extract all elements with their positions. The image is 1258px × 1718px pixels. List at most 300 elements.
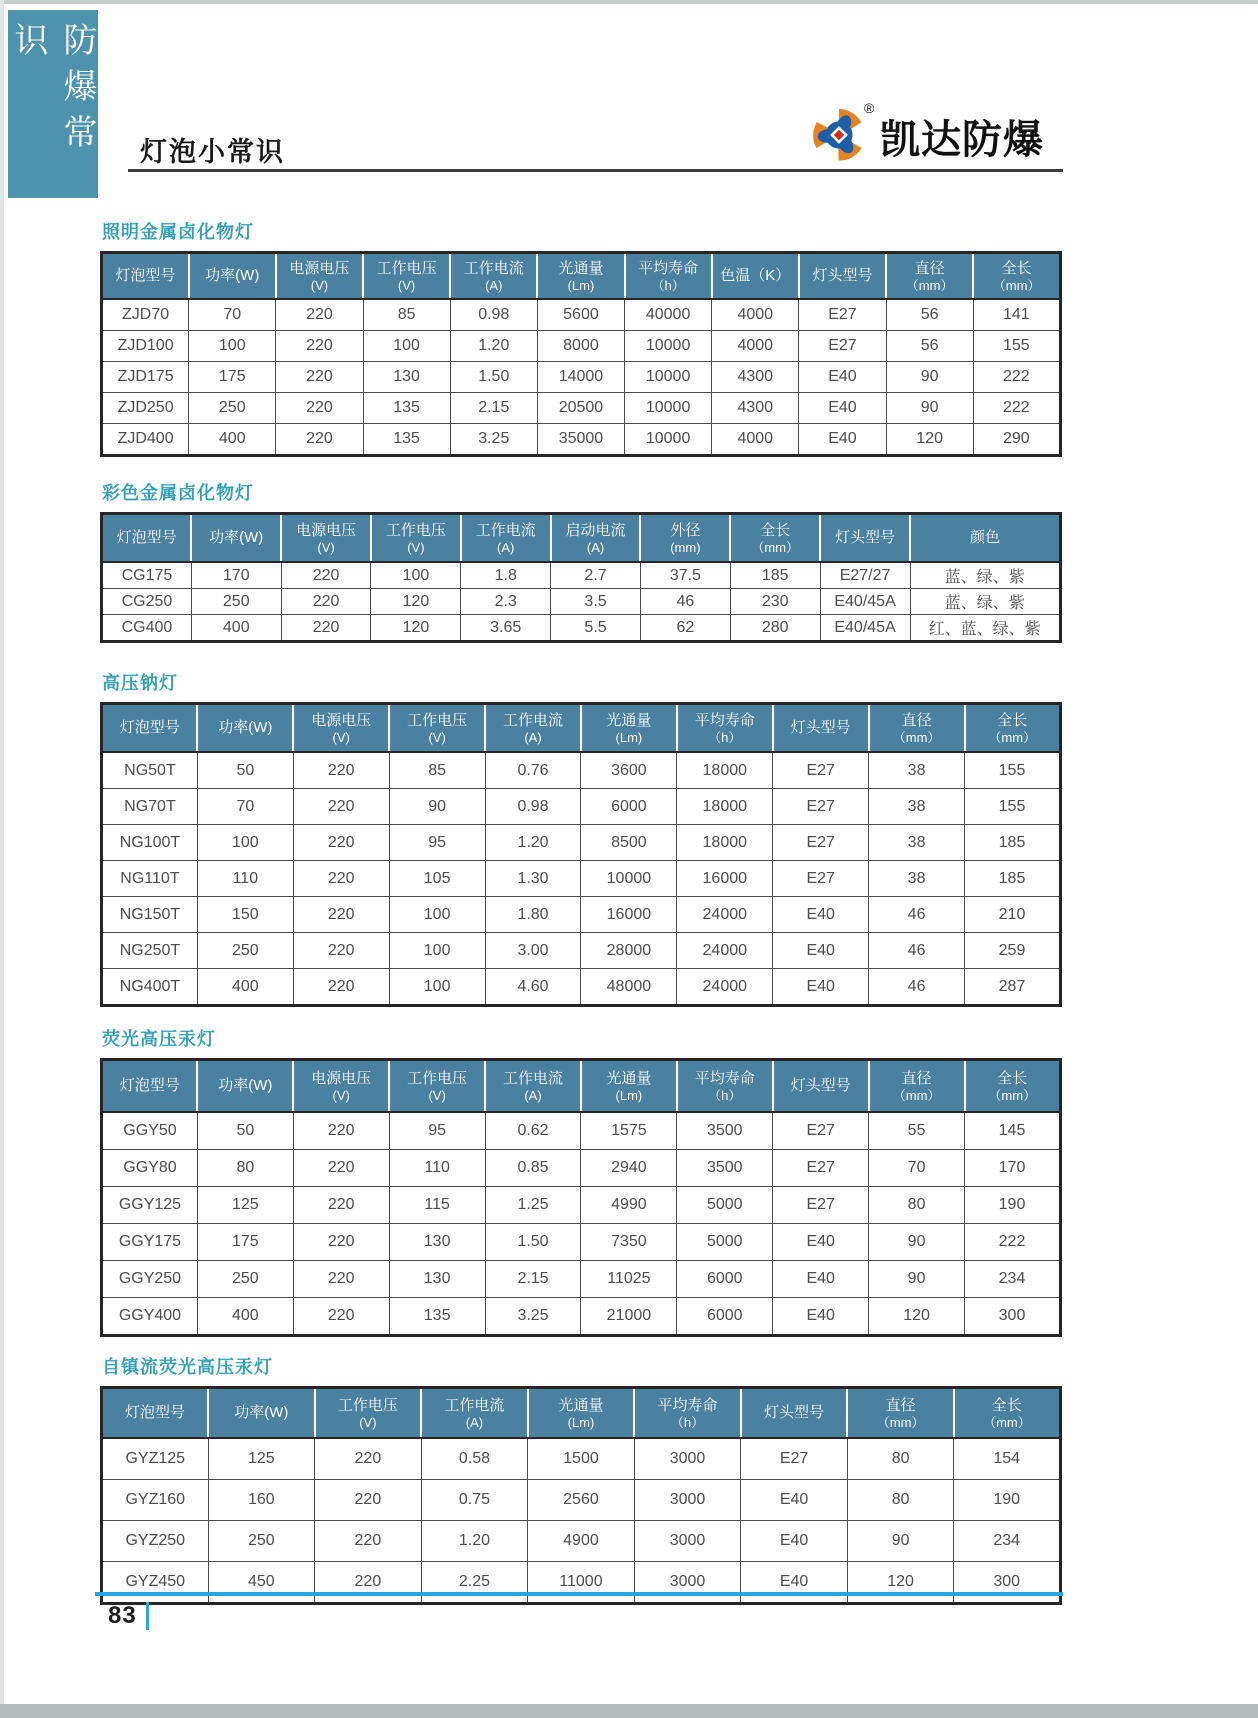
column-header bbox=[461, 514, 551, 563]
section-title-colored-metal-halide: 彩色金属卤化物灯 bbox=[102, 483, 254, 503]
value-cell: 1.20 bbox=[450, 331, 537, 362]
value-cell: 250 bbox=[197, 1261, 293, 1298]
value-cell: 120 bbox=[371, 615, 461, 642]
value-cell: E27 bbox=[773, 1112, 869, 1150]
value-cell: 24000 bbox=[677, 969, 773, 1006]
table-fluorescent-mercury bbox=[100, 1058, 1062, 1337]
value-cell: 3000 bbox=[634, 1562, 741, 1604]
value-cell: 5600 bbox=[537, 299, 624, 331]
value-cell: 38 bbox=[869, 861, 965, 897]
value-cell: 7350 bbox=[581, 1224, 677, 1261]
column-header bbox=[102, 1388, 209, 1439]
footer-rule bbox=[95, 1592, 1063, 1596]
column-header-line2: （h） bbox=[651, 277, 685, 293]
value-cell: 220 bbox=[293, 789, 389, 825]
value-cell: 1.20 bbox=[485, 825, 581, 861]
column-header bbox=[528, 1388, 635, 1439]
value-cell: 85 bbox=[389, 752, 485, 789]
value-cell: 259 bbox=[965, 933, 1061, 969]
value-cell: E40 bbox=[773, 1298, 869, 1336]
column-header-line2: (V) bbox=[407, 539, 425, 555]
column-header-line1: 全长 bbox=[760, 521, 791, 539]
column-header bbox=[102, 1060, 198, 1113]
value-cell: E40 bbox=[799, 362, 886, 393]
page-edge-left bbox=[0, 0, 4, 1718]
column-header bbox=[886, 253, 973, 300]
column-header bbox=[371, 514, 461, 563]
value-cell: 250 bbox=[191, 589, 281, 615]
column-header bbox=[677, 704, 773, 753]
value-cell: 3500 bbox=[677, 1112, 773, 1150]
column-header-line1: 工作电压 bbox=[407, 1069, 468, 1087]
model-cell: GGY250 bbox=[102, 1261, 198, 1298]
page-number: 83 bbox=[108, 1602, 137, 1629]
column-header-line1: 平均寿命 bbox=[657, 1396, 718, 1414]
value-cell: 48000 bbox=[581, 969, 677, 1006]
column-header-line2: （mm） bbox=[905, 277, 954, 293]
value-cell: E40 bbox=[773, 933, 869, 969]
value-cell: E40 bbox=[799, 393, 886, 424]
value-cell: 130 bbox=[389, 1261, 485, 1298]
value-cell: 80 bbox=[197, 1150, 293, 1187]
value-cell: 18000 bbox=[677, 789, 773, 825]
table-row bbox=[102, 1438, 1061, 1480]
column-header bbox=[640, 514, 730, 563]
value-cell: 1.30 bbox=[485, 861, 581, 897]
value-cell: 190 bbox=[965, 1187, 1061, 1224]
column-header bbox=[712, 253, 799, 300]
value-cell: 120 bbox=[869, 1298, 965, 1336]
value-cell: 220 bbox=[281, 562, 371, 589]
column-header bbox=[293, 1060, 389, 1113]
value-cell: 220 bbox=[276, 393, 363, 424]
table-row bbox=[102, 969, 1061, 1006]
column-header bbox=[189, 253, 276, 300]
header-row bbox=[102, 514, 1061, 563]
value-cell: 220 bbox=[293, 752, 389, 789]
model-cell: CG175 bbox=[102, 562, 192, 589]
header-divider bbox=[128, 169, 1063, 172]
column-header-line1: 功率(W) bbox=[218, 719, 273, 736]
value-cell: 155 bbox=[973, 331, 1060, 362]
table-row bbox=[102, 393, 1061, 424]
value-cell: 3.25 bbox=[450, 424, 537, 456]
value-cell: 185 bbox=[965, 825, 1061, 861]
table-row bbox=[102, 789, 1061, 825]
value-cell: 90 bbox=[886, 393, 973, 424]
column-header bbox=[730, 514, 820, 563]
value-cell: 4000 bbox=[712, 331, 799, 362]
table-row bbox=[102, 424, 1061, 456]
column-header-line1: 颜色 bbox=[969, 529, 1000, 546]
table-row bbox=[102, 825, 1061, 861]
value-cell: 135 bbox=[363, 424, 450, 456]
column-header bbox=[208, 1388, 315, 1439]
value-cell: 400 bbox=[189, 424, 276, 456]
column-header-line1: 工作电压 bbox=[376, 259, 437, 277]
value-cell: 105 bbox=[389, 861, 485, 897]
value-cell: 70 bbox=[197, 789, 293, 825]
table-row bbox=[102, 562, 1061, 589]
column-header-line2: (A) bbox=[465, 1414, 484, 1430]
table-colored-metal-halide bbox=[100, 512, 1062, 643]
column-header-line1: 直径 bbox=[885, 1396, 916, 1414]
column-header-line2: (V) bbox=[428, 1087, 446, 1103]
column-header-line1: 直径 bbox=[901, 711, 932, 729]
column-header-line2: (Lm) bbox=[567, 1414, 595, 1430]
table-row bbox=[102, 933, 1061, 969]
value-cell: 220 bbox=[293, 969, 389, 1006]
value-cell: 蓝、绿、紫 bbox=[910, 589, 1061, 615]
value-cell: 6000 bbox=[677, 1261, 773, 1298]
column-header-line1: 灯泡型号 bbox=[115, 267, 176, 284]
table-row bbox=[102, 1261, 1061, 1298]
value-cell: 6000 bbox=[677, 1298, 773, 1336]
value-cell: 185 bbox=[965, 861, 1061, 897]
column-header-line2: (A) bbox=[586, 539, 605, 555]
value-cell: 100 bbox=[389, 933, 485, 969]
value-cell: 220 bbox=[281, 615, 371, 642]
value-cell: 5000 bbox=[677, 1224, 773, 1261]
table-row bbox=[102, 362, 1061, 393]
value-cell: 1.50 bbox=[450, 362, 537, 393]
model-cell: GGY400 bbox=[102, 1298, 198, 1336]
column-header bbox=[625, 253, 712, 300]
column-header-line2: （mm） bbox=[988, 1087, 1037, 1103]
value-cell: 10000 bbox=[625, 393, 712, 424]
column-header bbox=[581, 1060, 677, 1113]
section-self-ballasted-fluorescent-mercury bbox=[100, 1353, 1062, 1605]
value-cell: 145 bbox=[965, 1112, 1061, 1150]
value-cell: 37.5 bbox=[640, 562, 730, 589]
value-cell: 100 bbox=[371, 562, 461, 589]
value-cell: 35000 bbox=[537, 424, 624, 456]
value-cell: 190 bbox=[954, 1480, 1061, 1521]
pinwheel-logo-icon bbox=[808, 104, 870, 166]
value-cell: 80 bbox=[847, 1438, 954, 1480]
value-cell: 28000 bbox=[581, 933, 677, 969]
model-cell: GYZ160 bbox=[102, 1480, 209, 1521]
value-cell: 3.5 bbox=[551, 589, 641, 615]
column-header-line2: (Lm) bbox=[567, 277, 595, 293]
column-header bbox=[102, 514, 192, 563]
value-cell: E27 bbox=[773, 1150, 869, 1187]
model-cell: ZJD70 bbox=[102, 299, 189, 331]
table-row bbox=[102, 1112, 1061, 1150]
column-header bbox=[450, 253, 537, 300]
value-cell: 0.58 bbox=[421, 1438, 528, 1480]
value-cell: 220 bbox=[293, 1187, 389, 1224]
value-cell: 400 bbox=[191, 615, 281, 642]
sidebar-vertical-label: 防爆常识 bbox=[9, 22, 96, 160]
column-header-line2: （h） bbox=[708, 1087, 742, 1103]
column-header-line1: 灯头型号 bbox=[812, 267, 873, 284]
value-cell: 3000 bbox=[634, 1521, 741, 1562]
header-row bbox=[102, 1060, 1061, 1113]
column-header-line1: 工作电流 bbox=[444, 1396, 505, 1414]
value-cell: 4.60 bbox=[485, 969, 581, 1006]
column-header-line1: 工作电流 bbox=[475, 521, 536, 539]
value-cell: 4900 bbox=[528, 1521, 635, 1562]
column-header-line1: 光通量 bbox=[606, 711, 652, 729]
column-header bbox=[741, 1388, 848, 1439]
model-cell: ZJD400 bbox=[102, 424, 189, 456]
value-cell: 175 bbox=[189, 362, 276, 393]
value-cell: 220 bbox=[276, 331, 363, 362]
model-cell: NG400T bbox=[102, 969, 198, 1006]
value-cell: 1500 bbox=[528, 1438, 635, 1480]
value-cell: E40 bbox=[741, 1521, 848, 1562]
column-header-line2: （mm） bbox=[988, 729, 1037, 745]
value-cell: 2940 bbox=[581, 1150, 677, 1187]
value-cell: 400 bbox=[197, 969, 293, 1006]
value-cell: 2.15 bbox=[450, 393, 537, 424]
value-cell: 0.75 bbox=[421, 1480, 528, 1521]
column-header-line1: 工作电流 bbox=[503, 1069, 564, 1087]
value-cell: 11025 bbox=[581, 1261, 677, 1298]
value-cell: 3.25 bbox=[485, 1298, 581, 1336]
table-row bbox=[102, 1562, 1061, 1604]
model-cell: GYZ450 bbox=[102, 1562, 209, 1604]
section-title-lighting-metal-halide: 照明金属卤化物灯 bbox=[102, 222, 254, 242]
column-header bbox=[581, 704, 677, 753]
column-header bbox=[485, 704, 581, 753]
value-cell: 220 bbox=[293, 1112, 389, 1150]
table-row bbox=[102, 299, 1061, 331]
column-header-line1: 灯泡型号 bbox=[125, 1404, 186, 1421]
column-header bbox=[389, 704, 485, 753]
value-cell: 280 bbox=[730, 615, 820, 642]
value-cell: 250 bbox=[208, 1521, 315, 1562]
registered-trademark-mark: ® bbox=[864, 100, 875, 116]
column-header-line1: 工作电压 bbox=[337, 1396, 398, 1414]
value-cell: 220 bbox=[276, 362, 363, 393]
value-cell: 0.76 bbox=[485, 752, 581, 789]
column-header-line1: 灯头型号 bbox=[790, 1077, 851, 1094]
value-cell: 14000 bbox=[537, 362, 624, 393]
value-cell: 56 bbox=[886, 331, 973, 362]
column-header bbox=[954, 1388, 1061, 1439]
header-row bbox=[102, 704, 1061, 753]
value-cell: 1.8 bbox=[461, 562, 551, 589]
column-header-line1: 平均寿命 bbox=[694, 1069, 755, 1087]
column-header-line1: 直径 bbox=[901, 1069, 932, 1087]
value-cell: E40 bbox=[773, 969, 869, 1006]
column-header-line1: 电源电压 bbox=[289, 259, 350, 277]
value-cell: 46 bbox=[640, 589, 730, 615]
value-cell: 220 bbox=[315, 1438, 422, 1480]
value-cell: 40000 bbox=[625, 299, 712, 331]
model-cell: GGY175 bbox=[102, 1224, 198, 1261]
value-cell: 220 bbox=[293, 897, 389, 933]
value-cell: 115 bbox=[389, 1187, 485, 1224]
value-cell: 16000 bbox=[581, 897, 677, 933]
column-header-line1: 灯头型号 bbox=[790, 719, 851, 736]
value-cell: 300 bbox=[965, 1298, 1061, 1336]
model-cell: ZJD250 bbox=[102, 393, 189, 424]
column-header-line1: 启动电流 bbox=[565, 521, 626, 539]
value-cell: 170 bbox=[965, 1150, 1061, 1187]
value-cell: 100 bbox=[197, 825, 293, 861]
section-title-fluorescent-mercury: 荧光高压汞灯 bbox=[102, 1029, 216, 1049]
value-cell: 220 bbox=[276, 299, 363, 331]
column-header-line2: （mm） bbox=[892, 1087, 941, 1103]
value-cell: E27 bbox=[799, 331, 886, 362]
value-cell: 5.5 bbox=[551, 615, 641, 642]
value-cell: 154 bbox=[954, 1438, 1061, 1480]
model-cell: NG100T bbox=[102, 825, 198, 861]
column-header-line2: (A) bbox=[524, 729, 542, 745]
column-header bbox=[389, 1060, 485, 1113]
column-header bbox=[281, 514, 371, 563]
column-header-line1: 工作电流 bbox=[503, 711, 564, 729]
value-cell: 3.00 bbox=[485, 933, 581, 969]
value-cell: 38 bbox=[869, 825, 965, 861]
column-header bbox=[191, 514, 281, 563]
column-header bbox=[102, 704, 198, 753]
value-cell: 10000 bbox=[581, 861, 677, 897]
table-row bbox=[102, 1150, 1061, 1187]
model-cell: GGY125 bbox=[102, 1187, 198, 1224]
column-header-line1: 功率(W) bbox=[205, 267, 260, 284]
value-cell: 222 bbox=[973, 393, 1060, 424]
table-row bbox=[102, 1521, 1061, 1562]
value-cell: 24000 bbox=[677, 897, 773, 933]
value-cell: 90 bbox=[389, 789, 485, 825]
value-cell: 4000 bbox=[712, 424, 799, 456]
column-header bbox=[799, 253, 886, 300]
value-cell: 220 bbox=[293, 1298, 389, 1336]
value-cell: 50 bbox=[197, 752, 293, 789]
model-cell: NG70T bbox=[102, 789, 198, 825]
value-cell: 62 bbox=[640, 615, 730, 642]
column-header-line1: 全长 bbox=[997, 1069, 1028, 1087]
value-cell: 220 bbox=[276, 424, 363, 456]
table-row bbox=[102, 615, 1061, 642]
column-header-line1: 灯头型号 bbox=[835, 529, 896, 546]
value-cell: 70 bbox=[189, 299, 276, 331]
value-cell: E40 bbox=[773, 897, 869, 933]
value-cell: 220 bbox=[315, 1521, 422, 1562]
column-header bbox=[421, 1388, 528, 1439]
value-cell: 222 bbox=[965, 1224, 1061, 1261]
value-cell: 10000 bbox=[625, 424, 712, 456]
value-cell: 46 bbox=[869, 897, 965, 933]
column-header-line1: 灯泡型号 bbox=[116, 529, 177, 546]
column-header bbox=[537, 253, 624, 300]
column-header-line1: 光通量 bbox=[558, 259, 604, 277]
column-header-line2: （mm） bbox=[983, 1414, 1031, 1430]
column-header bbox=[677, 1060, 773, 1113]
model-cell: GYZ125 bbox=[102, 1438, 209, 1480]
value-cell: 90 bbox=[869, 1261, 965, 1298]
column-header bbox=[869, 1060, 965, 1113]
value-cell: 18000 bbox=[677, 825, 773, 861]
value-cell: 3500 bbox=[677, 1150, 773, 1187]
value-cell: 185 bbox=[730, 562, 820, 589]
value-cell: 220 bbox=[293, 1261, 389, 1298]
column-header-line1: 直径 bbox=[914, 259, 945, 277]
value-cell: E40 bbox=[773, 1261, 869, 1298]
page-title: 灯泡小常识 bbox=[140, 137, 285, 167]
value-cell: 1.25 bbox=[485, 1187, 581, 1224]
column-header-line1: 色温（K） bbox=[720, 267, 791, 284]
value-cell: 3600 bbox=[581, 752, 677, 789]
value-cell: 220 bbox=[315, 1480, 422, 1521]
value-cell: E27 bbox=[773, 789, 869, 825]
value-cell: 4300 bbox=[712, 393, 799, 424]
page-edge-bottom bbox=[0, 1704, 1258, 1718]
value-cell: 287 bbox=[965, 969, 1061, 1006]
section-lighting-metal-halide bbox=[100, 218, 1062, 457]
value-cell: E27 bbox=[773, 752, 869, 789]
header-row bbox=[102, 253, 1061, 300]
column-header bbox=[773, 1060, 869, 1113]
brand-name: 凯达防爆 bbox=[880, 117, 1044, 162]
value-cell: 24000 bbox=[677, 933, 773, 969]
column-header bbox=[197, 1060, 293, 1113]
column-header bbox=[773, 704, 869, 753]
value-cell: 125 bbox=[197, 1187, 293, 1224]
value-cell: 0.98 bbox=[450, 299, 537, 331]
value-cell: 160 bbox=[208, 1480, 315, 1521]
value-cell: 38 bbox=[869, 789, 965, 825]
model-cell: ZJD175 bbox=[102, 362, 189, 393]
column-header-line2: (V) bbox=[359, 1414, 377, 1430]
column-header-line2: (Lm) bbox=[615, 1087, 643, 1103]
value-cell: 8000 bbox=[537, 331, 624, 362]
column-header-line2: (A) bbox=[485, 277, 503, 293]
value-cell: 16000 bbox=[677, 861, 773, 897]
value-cell: 130 bbox=[363, 362, 450, 393]
value-cell: 95 bbox=[389, 825, 485, 861]
column-header bbox=[965, 1060, 1061, 1113]
column-header-line2: (V) bbox=[397, 277, 416, 293]
value-cell: 220 bbox=[293, 825, 389, 861]
column-header-line1: 全长 bbox=[997, 711, 1028, 729]
value-cell: 220 bbox=[315, 1562, 422, 1604]
value-cell: 234 bbox=[965, 1261, 1061, 1298]
value-cell: 10000 bbox=[625, 331, 712, 362]
column-header bbox=[293, 704, 389, 753]
value-cell: 85 bbox=[363, 299, 450, 331]
column-header-line2: (V) bbox=[332, 729, 350, 745]
value-cell: 100 bbox=[389, 969, 485, 1006]
value-cell: 210 bbox=[965, 897, 1061, 933]
brand-logo bbox=[808, 100, 1068, 169]
value-cell: 220 bbox=[293, 861, 389, 897]
value-cell: 90 bbox=[886, 362, 973, 393]
value-cell: 110 bbox=[389, 1150, 485, 1187]
value-cell: 400 bbox=[197, 1298, 293, 1336]
section-fluorescent-mercury bbox=[100, 1025, 1062, 1337]
value-cell: 220 bbox=[293, 1150, 389, 1187]
column-header-line1: 工作电压 bbox=[385, 521, 446, 539]
value-cell: E27 bbox=[773, 1187, 869, 1224]
column-header-line2: （h） bbox=[670, 1414, 705, 1430]
value-cell: 250 bbox=[197, 933, 293, 969]
value-cell: 21000 bbox=[581, 1298, 677, 1336]
header-row bbox=[102, 1388, 1061, 1439]
value-cell: 2.3 bbox=[461, 589, 551, 615]
table-row bbox=[102, 331, 1061, 362]
value-cell: 8500 bbox=[581, 825, 677, 861]
value-cell: 125 bbox=[208, 1438, 315, 1480]
value-cell: 3.65 bbox=[461, 615, 551, 642]
value-cell: 2.15 bbox=[485, 1261, 581, 1298]
column-header-line1: 电源电压 bbox=[311, 1069, 372, 1087]
column-header-line2: (A) bbox=[524, 1087, 542, 1103]
